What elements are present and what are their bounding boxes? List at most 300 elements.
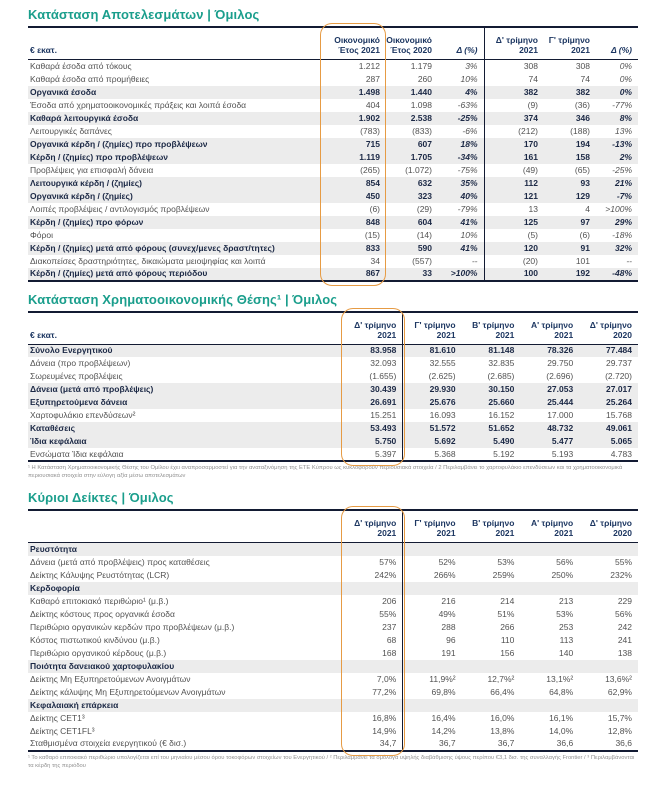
cell-value: 5.490 xyxy=(493,436,515,446)
row-label: Λειτουργικές δαπάνες xyxy=(30,125,112,136)
cell-value: -13% xyxy=(612,138,632,149)
cell-value: 156 xyxy=(500,647,515,658)
header-row xyxy=(28,27,638,60)
cell-value: 69,8% xyxy=(403,686,462,699)
cell-value: 41% xyxy=(460,242,478,253)
column-header: Α' τρίμηνο 2021 xyxy=(530,518,574,538)
cell-value: 53.493 xyxy=(370,423,397,433)
cell-value xyxy=(462,699,521,712)
cell-value: 5.368 xyxy=(403,448,462,461)
cell-value: 266% xyxy=(403,569,462,582)
cell-value: 17.000 xyxy=(547,410,574,420)
cell-value: (1.072) xyxy=(405,164,432,175)
cell-value: 81.610 xyxy=(403,344,462,357)
table-row xyxy=(28,556,638,569)
cell-value: 100 xyxy=(484,268,544,281)
cell-value: (65) xyxy=(574,164,590,175)
cell-value xyxy=(403,660,462,673)
cell-value: -77% xyxy=(612,99,632,110)
cell-value xyxy=(579,660,638,673)
cell-value: 48.732 xyxy=(547,423,574,433)
cell-value: >100% xyxy=(605,203,632,214)
key-ratios-table xyxy=(28,509,638,752)
cell-value: 161 xyxy=(484,151,544,164)
cell-value: 632 xyxy=(417,177,432,188)
cell-value: 2.538 xyxy=(410,112,432,123)
cell-value: 13 xyxy=(484,203,544,216)
cell-value: 1.098 xyxy=(410,99,432,110)
cell-value: 5.692 xyxy=(403,435,462,448)
cell-value: 56% xyxy=(614,608,632,619)
cell-value: 833 xyxy=(365,242,380,253)
cell-value: 604 xyxy=(417,216,432,227)
cell-value: 140 xyxy=(559,647,574,658)
section-row xyxy=(28,543,638,556)
row-label: Προβλέψεις για επισφαλή δάνεια xyxy=(30,164,154,175)
cell-value: 253 xyxy=(559,621,574,632)
cell-value: 25.676 xyxy=(403,396,462,409)
table-row xyxy=(28,164,638,177)
table-row xyxy=(28,255,638,268)
column-header xyxy=(28,510,344,543)
cell-value: 74 xyxy=(580,73,590,84)
cell-value: 14,0% xyxy=(549,725,574,736)
cell-value xyxy=(520,699,579,712)
cell-value: -75% xyxy=(457,164,478,175)
key-ratios-section xyxy=(28,490,638,770)
cell-value: 404 xyxy=(365,99,380,110)
column-header: Δ (%) xyxy=(611,45,632,55)
table-row xyxy=(28,268,638,281)
cell-value: 33 xyxy=(422,268,432,278)
cell-value xyxy=(520,582,579,595)
cell-value: 29.750 xyxy=(547,358,574,368)
column-header: Δ' τρίμηνο 2020 xyxy=(589,518,632,538)
cell-value: 266 xyxy=(500,621,515,632)
cell-value: 5.397 xyxy=(375,448,397,459)
column-header: Β' τρίμηνο 2021 xyxy=(472,518,515,538)
cell-value: 36,6 xyxy=(615,738,632,748)
cell-value: 4 xyxy=(585,203,590,214)
cell-value: 53% xyxy=(556,608,574,619)
column-header: Οικονομικό Έτος 2020 xyxy=(386,35,432,55)
cell-value: 77.484 xyxy=(606,345,632,356)
cell-value: 216 xyxy=(403,595,462,608)
cell-value: 15,7% xyxy=(607,712,632,723)
column-header: Δ' τρίμηνο 2021 xyxy=(354,319,397,340)
balance-sheet-title: Κατάσταση Χρηματοοικονομικής Θέσης¹ | Όμιλος xyxy=(28,291,338,307)
table-row xyxy=(28,569,638,582)
cell-value: 77,2% xyxy=(372,686,397,697)
cell-value: (6) xyxy=(579,229,590,240)
cell-value: 29% xyxy=(614,216,632,227)
cell-value xyxy=(579,699,638,712)
cell-value: 287 xyxy=(365,73,380,84)
row-label: Καθαρά λειτουργικά έσοδα xyxy=(30,112,139,123)
row-label: Καταθέσεις xyxy=(30,423,76,433)
cell-value: 158 xyxy=(575,151,590,162)
cell-value: 66,4% xyxy=(490,686,515,697)
cell-value: 0% xyxy=(619,60,632,71)
cell-value: 64,8% xyxy=(549,686,574,697)
cell-value: 11,9%² xyxy=(403,673,462,686)
cell-value: 51% xyxy=(497,608,515,619)
cell-value: 62,9% xyxy=(607,686,632,697)
row-label: Κερδοφορία xyxy=(30,582,80,593)
cell-value: 16.152 xyxy=(488,410,515,420)
row-label: Κέρδη / (ζημίες) προ φόρων xyxy=(30,216,144,227)
cell-value xyxy=(403,699,462,712)
cell-value: 8% xyxy=(619,112,632,123)
cell-value: (14) xyxy=(416,229,432,240)
cell-value: -63% xyxy=(457,99,478,110)
cell-value: 1.498 xyxy=(358,86,380,97)
income-statement-table xyxy=(28,26,638,282)
column-header: Δ' τρίμηνο 2021 xyxy=(484,27,544,60)
cell-value: 168 xyxy=(382,647,397,658)
cell-value: (20) xyxy=(484,255,544,268)
table-row xyxy=(28,151,638,164)
cell-value: 5.477 xyxy=(551,436,574,446)
cell-value: 138 xyxy=(617,647,632,658)
cell-value: 250% xyxy=(551,569,574,580)
cell-value: 55% xyxy=(614,556,632,567)
cell-value: 36,6 xyxy=(556,738,574,748)
cell-value: 7,0% xyxy=(376,673,397,684)
cell-value: 81.148 xyxy=(488,345,515,356)
column-header: Γ' τρίμηνο 2021 xyxy=(548,35,590,55)
column-header: Δ' τρίμηνο 2020 xyxy=(589,319,632,340)
table-row xyxy=(28,409,638,422)
cell-value: 1.179 xyxy=(410,60,432,71)
cell-value: (36) xyxy=(574,99,590,110)
cell-value: 13% xyxy=(614,125,632,136)
cell-value: 29.930 xyxy=(403,383,462,396)
column-header: Δ' τρίμηνο 2021 xyxy=(354,518,397,538)
cell-value: 308 xyxy=(575,60,590,71)
cell-value: 16,1% xyxy=(549,712,574,723)
cell-value: (15) xyxy=(364,229,380,240)
cell-value: (212) xyxy=(484,125,544,138)
cell-value: 32.555 xyxy=(403,357,462,370)
cell-value: (2.720) xyxy=(605,371,632,381)
row-label: Δείκτης CET1³ xyxy=(30,712,85,723)
cell-value: 260 xyxy=(417,73,432,84)
cell-value: (833) xyxy=(412,125,432,136)
balance-sheet-table xyxy=(28,311,638,463)
cell-value: 14,2% xyxy=(403,725,462,738)
table-row xyxy=(28,216,638,229)
table-row xyxy=(28,177,638,190)
cell-value: 191 xyxy=(403,647,462,660)
cell-value: 27.053 xyxy=(547,384,574,394)
column-header: € εκατ. xyxy=(30,45,57,55)
table-row xyxy=(28,60,638,73)
row-label: Δείκτης CET1FL³ xyxy=(30,725,95,736)
cell-value: 259% xyxy=(492,569,515,580)
column-header: Δ (%) xyxy=(456,45,478,55)
column-header: Α' τρίμηνο 2021 xyxy=(530,319,574,340)
cell-value: 194 xyxy=(575,138,590,149)
cell-value xyxy=(579,543,638,556)
key-ratios-table-wrap xyxy=(28,509,638,752)
cell-value: 15.768 xyxy=(606,410,632,420)
cell-value: 382 xyxy=(575,86,590,97)
income-statement-table-wrap xyxy=(28,26,638,282)
column-header: Γ' τρίμηνο 2021 xyxy=(403,510,462,543)
cell-value: (5) xyxy=(484,229,544,242)
cell-value: 30.439 xyxy=(370,384,397,394)
cell-value: 16,4% xyxy=(403,712,462,725)
cell-value: 382 xyxy=(484,86,544,99)
cell-value: 1.212 xyxy=(358,60,380,71)
row-label: Σωρευμένες προβλέψεις xyxy=(30,371,123,381)
cell-value: 113 xyxy=(559,634,574,645)
table-row xyxy=(28,435,638,448)
cell-value: 49.061 xyxy=(606,423,632,433)
cell-value: 232% xyxy=(610,569,632,580)
cell-value: 121 xyxy=(484,190,544,203)
cell-value: 129 xyxy=(575,190,590,201)
table-row xyxy=(28,229,638,242)
cell-value: 16,8% xyxy=(372,712,397,723)
cell-value: 170 xyxy=(484,138,544,151)
row-label: Κέρδη / (ζημίες) προ προβλέψεων xyxy=(30,151,168,162)
cell-value: -- xyxy=(471,255,478,266)
row-label: Χαρτοφυλάκιο επενδύσεων² xyxy=(30,410,136,420)
cell-value: (2.696) xyxy=(546,371,574,381)
table-row xyxy=(28,138,638,151)
cell-value: (6) xyxy=(369,203,380,214)
cell-value: 13,8% xyxy=(490,725,515,736)
table-row xyxy=(28,99,638,112)
table-row xyxy=(28,634,638,647)
cell-value: 1.902 xyxy=(358,112,380,123)
row-label: Ίδια κεφάλαια xyxy=(30,436,87,446)
cell-value: 16.093 xyxy=(403,409,462,422)
income-statement-section xyxy=(28,7,638,282)
cell-value: 5.193 xyxy=(551,448,574,459)
row-label: Λοιπές προβλέψεις / αντιλογισμός προβλέψεων xyxy=(30,203,210,214)
section-row xyxy=(28,582,638,595)
row-label: Δάνεια (μετά από προβλέψεις) xyxy=(30,384,154,394)
cell-value: >100% xyxy=(450,268,478,278)
cell-value: 323 xyxy=(417,190,432,201)
cell-value: 1.119 xyxy=(359,151,380,162)
cell-value: 0% xyxy=(619,86,632,97)
cell-value xyxy=(344,699,403,712)
cell-value: 34 xyxy=(370,255,380,266)
cell-value: (1.655) xyxy=(369,371,397,381)
cell-value: 241 xyxy=(617,634,632,645)
cell-value: 56% xyxy=(556,556,574,567)
table-row xyxy=(28,738,638,751)
table-row xyxy=(28,383,638,396)
cell-value xyxy=(462,660,521,673)
cell-value xyxy=(579,582,638,595)
cell-value: (783) xyxy=(360,125,380,136)
table-row xyxy=(28,203,638,216)
cell-value: 34,7 xyxy=(379,738,397,748)
cell-value: 213 xyxy=(559,595,574,606)
table-row xyxy=(28,647,638,660)
row-label: Κεφαλαιακή επάρκεια xyxy=(30,699,119,710)
key-ratios-title: Κύριοι Δείκτες | Όμιλος xyxy=(28,490,174,505)
row-label: Κέρδη / (ζημίες) μετά από φόρους περιόδου xyxy=(30,268,208,278)
cell-value: 36,7 xyxy=(403,738,462,751)
row-label: Διακοπείσες δραστηριότητες, δικαιώματα μειοψηφίας και λοιπά xyxy=(30,255,266,266)
row-label: Δάνεια (προ προβλέψεων) xyxy=(30,358,131,368)
cell-value xyxy=(520,543,579,556)
row-label: Κέρδη / (ζημίες) μετά από φόρους (συνεχ/μενες δραστ/τητες) xyxy=(30,242,275,253)
row-label: Καθαρά έσοδα από προμήθειες xyxy=(30,73,150,84)
cell-value: -- xyxy=(626,255,632,266)
cell-value: 26.691 xyxy=(370,397,397,407)
table-row xyxy=(28,357,638,370)
cell-value: 242 xyxy=(617,621,632,632)
cell-value: 13,1%² xyxy=(546,673,574,684)
row-label: Ποιότητα δανειακού χαρτοφυλακίου xyxy=(30,660,175,671)
cell-value: (188) xyxy=(570,125,590,136)
column-header: € εκατ. xyxy=(30,329,57,340)
cell-value: 110 xyxy=(500,634,515,645)
table-row xyxy=(28,86,638,99)
cell-value: 32.093 xyxy=(370,358,397,368)
row-label: Κόστος πιστωτικού κινδύνου (μ.β.) xyxy=(30,634,160,645)
cell-value: 192 xyxy=(575,268,590,278)
cell-value: 206 xyxy=(382,595,397,606)
table-row xyxy=(28,686,638,699)
cell-value: 5.750 xyxy=(375,436,397,446)
cell-value: -18% xyxy=(612,229,632,240)
cell-value: 53% xyxy=(497,556,515,567)
cell-value: -25% xyxy=(457,112,478,123)
cell-value: 112 xyxy=(484,177,544,190)
cell-value: 51.572 xyxy=(403,422,462,435)
cell-value: 57% xyxy=(379,556,397,567)
cell-value: 120 xyxy=(484,242,544,255)
balance-sheet-section xyxy=(28,292,638,481)
table-row xyxy=(28,242,638,255)
column-header: Γ' τρίμηνο 2021 xyxy=(403,312,462,345)
cell-value: 96 xyxy=(403,634,462,647)
cell-value: 101 xyxy=(575,255,590,266)
cell-value: 10% xyxy=(460,73,478,84)
cell-value: 237 xyxy=(382,621,397,632)
row-label: Λειτουργικά κέρδη / (ζημίες) xyxy=(30,177,142,188)
cell-value: 32.835 xyxy=(488,358,515,368)
cell-value: 68 xyxy=(386,634,397,645)
cell-value: 16,0% xyxy=(490,712,515,723)
table-row xyxy=(28,73,638,86)
cell-value xyxy=(344,543,403,556)
row-label: Περιθώριο οργανικών κερδών προ προβλέψεων (μ.β.) xyxy=(30,621,235,632)
cell-value: 93 xyxy=(580,177,590,188)
income-statement-title: Κατάσταση Αποτελεσμάτων | Όμιλος xyxy=(28,7,260,22)
cell-value: 4.783 xyxy=(610,448,632,459)
cell-value: 1.705 xyxy=(410,151,432,162)
section-row xyxy=(28,699,638,712)
row-label: Φόροι xyxy=(30,229,53,240)
cell-value: 91 xyxy=(580,242,590,253)
cell-value: 40% xyxy=(460,190,478,201)
section-row xyxy=(28,660,638,673)
cell-value: -79% xyxy=(457,203,478,214)
balance-sheet-table-wrap xyxy=(28,311,638,463)
cell-value: 12,8% xyxy=(607,725,632,736)
cell-value: 125 xyxy=(484,216,544,229)
row-label: Καθαρά έσοδα από τόκους xyxy=(30,60,132,71)
cell-value: 5.192 xyxy=(493,448,515,459)
cell-value: 27.017 xyxy=(606,384,632,394)
cell-value: 14,9% xyxy=(372,725,397,736)
row-label: Δάνεια (μετά από προβλέψεις) προς καταθέσεις xyxy=(30,556,210,567)
cell-value: -7% xyxy=(616,190,632,201)
table-row xyxy=(28,712,638,725)
row-label: Έσοδα από χρηματοοικονομικές πράξεις και λοιπά έσοδα xyxy=(30,99,247,110)
cell-value: 30.150 xyxy=(488,384,515,394)
cell-value: 32% xyxy=(614,242,632,253)
row-label: Δείκτης Κάλυψης Ρευστότητας (LCR) xyxy=(30,569,170,580)
cell-value: (29) xyxy=(416,203,432,214)
cell-value: -25% xyxy=(612,164,632,175)
row-label: Εξυπηρετούμενα δάνεια xyxy=(30,397,128,407)
cell-value: 15.251 xyxy=(370,410,397,420)
cell-value: 607 xyxy=(417,138,432,149)
cell-value: (9) xyxy=(484,99,544,112)
table-row xyxy=(28,595,638,608)
cell-value: 4% xyxy=(465,86,478,97)
cell-value: -48% xyxy=(612,268,632,278)
table-row xyxy=(28,673,638,686)
header-row xyxy=(28,510,638,543)
cell-value: (49) xyxy=(484,164,544,177)
row-label: Δείκτης Μη Εξυπηρετούμενων Ανοιγμάτων xyxy=(30,673,191,684)
cell-value: 83.958 xyxy=(370,345,397,356)
cell-value: 229 xyxy=(617,595,632,606)
cell-value: 35% xyxy=(460,177,478,188)
column-header: Οικονομικό Έτος 2021 xyxy=(334,35,380,55)
row-label: Σύνολο Ενεργητικού xyxy=(30,345,113,356)
cell-value: (2.685) xyxy=(487,371,515,381)
key-ratios-footnote: ¹ Το καθαρό επιτοκιακό περιθώριο υπολογίζεται επί του μηνιαίου μέσου όρου τοκοφόρων στοιχείων του Ενεργητικού / ² Περιλαμβάνει τα ομόλογα υψηλής διαβάθμισης ύψους περίπου €3,1 δισ. της συναλλαγής Frontier / ³ Περιλαμβάνονται τα κέρδη της περιόδου xyxy=(28,754,635,769)
cell-value: 308 xyxy=(484,60,544,73)
cell-value xyxy=(520,660,579,673)
row-label: Καθαρό επιτοκιακό περιθώριο¹ (μ.β.) xyxy=(30,595,169,606)
row-label: Σταθμισμένα στοιχεία ενεργητικού (€ δισ.) xyxy=(30,738,187,748)
cell-value: 52% xyxy=(403,556,462,569)
cell-value: 1.440 xyxy=(410,86,432,97)
cell-value: 288 xyxy=(403,621,462,634)
table-row xyxy=(28,396,638,409)
table-row xyxy=(28,608,638,621)
cell-value: 49% xyxy=(403,608,462,621)
table-row xyxy=(28,422,638,435)
table-row xyxy=(28,112,638,125)
cell-value: 854 xyxy=(365,177,380,188)
cell-value: 97 xyxy=(580,216,590,227)
cell-value: 715 xyxy=(365,138,380,149)
table-row xyxy=(28,370,638,383)
row-label: Οργανικά κέρδη / (ζημίες) προ προβλέψεων xyxy=(30,138,208,149)
cell-value: 55% xyxy=(379,608,397,619)
cell-value xyxy=(462,582,521,595)
header-row xyxy=(28,312,638,345)
cell-value xyxy=(344,660,403,673)
table-row xyxy=(28,344,638,357)
cell-value: 3% xyxy=(465,60,478,71)
table-row xyxy=(28,725,638,738)
